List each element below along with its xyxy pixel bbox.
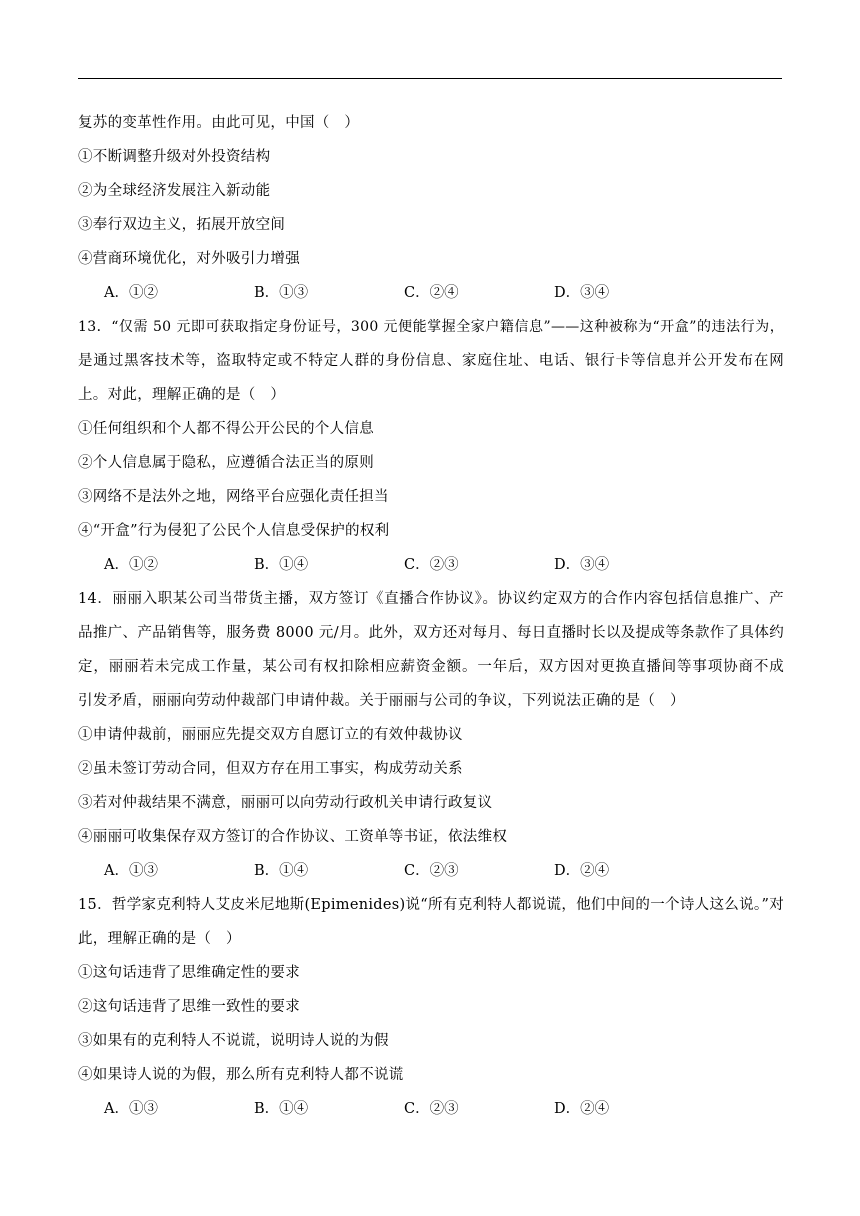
- answer-item: ②为全球经济发展注入新动能: [78, 183, 271, 199]
- answer-item: ①不断调整升级对外投资结构: [78, 149, 271, 165]
- option-c[interactable]: C．②③: [404, 863, 459, 879]
- option-b[interactable]: B．①③: [254, 285, 309, 301]
- question-stem-line: 复苏的变革性作用。由此可见，中国（ ）: [78, 115, 360, 131]
- answer-item: ②个人信息属于隐私，应遵循合法正当的原则: [78, 455, 374, 471]
- choice-options: [78, 1092, 784, 1126]
- choice-options: [78, 276, 784, 310]
- option-c[interactable]: C．②④: [404, 285, 459, 301]
- answer-item: ③网络不是法外之地，网络平台应强化责任担当: [78, 489, 389, 505]
- question-stem-line: 14．丽丽入职某公司当带货主播，双方签订《直播合作协议》。协议约定双方的合作内容包括信息推广、产: [78, 591, 784, 607]
- answer-item: ①任何组织和个人都不得公开公民的个人信息: [78, 421, 374, 437]
- answer-item: ④“开盒”行为侵犯了公民个人信息受保护的权利: [78, 523, 390, 539]
- header-rule: [78, 78, 782, 79]
- question-stem-line: 定，丽丽若未完成工作量，某公司有权扣除相应薪资金额。一年后，双方因对更换直播间等事项协商不成: [78, 659, 784, 675]
- question-13: [78, 310, 784, 582]
- option-c[interactable]: C．②③: [404, 1101, 459, 1117]
- answer-item: ③若对仲裁结果不满意，丽丽可以向劳动行政机关申请行政复议: [78, 795, 493, 811]
- choice-options: [78, 548, 784, 582]
- option-b[interactable]: B．①④: [254, 557, 309, 573]
- option-b[interactable]: B．①④: [254, 863, 309, 879]
- option-a[interactable]: A．①②: [104, 557, 158, 573]
- question-12-tail: [78, 106, 784, 310]
- choice-options: [78, 854, 784, 888]
- answer-item: ③奉行双边主义，拓展开放空间: [78, 217, 286, 233]
- answer-item: ④如果诗人说的为假，那么所有克利特人都不说谎: [78, 1067, 404, 1083]
- question-stem-line: 13．“仅需 50 元即可获取指定身份证号，300 元便能掌握全家户籍信息”——这种被称为“开盒”的违法行为，: [78, 319, 784, 335]
- answer-item: ④丽丽可收集保存双方签订的合作协议、工资单等书证，依法维权: [78, 829, 508, 845]
- question-stem-line: 上。对此，理解正确的是（ ）: [78, 387, 286, 403]
- option-c[interactable]: C．②③: [404, 557, 459, 573]
- option-a[interactable]: A．①②: [104, 285, 158, 301]
- option-d[interactable]: D．③④: [554, 285, 610, 301]
- question-15: [78, 888, 784, 1126]
- answer-item: ④营商环境优化，对外吸引力增强: [78, 251, 300, 267]
- option-a[interactable]: A．①③: [104, 1101, 158, 1117]
- question-14: [78, 582, 784, 888]
- question-stem-line: 此，理解正确的是（ ）: [78, 931, 241, 947]
- question-stem-line: 引发矛盾，丽丽向劳动仲裁部门申请仲裁。关于丽丽与公司的争议，下列说法正确的是（ ）: [78, 693, 685, 709]
- answer-item: ②这句话违背了思维一致性的要求: [78, 999, 300, 1015]
- option-d[interactable]: D．③④: [554, 557, 610, 573]
- page-content: [78, 106, 784, 1126]
- answer-item: ③如果有的克利特人不说谎，说明诗人说的为假: [78, 1033, 389, 1049]
- option-d[interactable]: D．②④: [554, 1101, 610, 1117]
- option-b[interactable]: B．①④: [254, 1101, 309, 1117]
- question-stem-line: 15．哲学家克利特人艾皮米尼地斯(Epimenides)说“所有克利特人都说谎，他们中间的一个诗人这么说。”对: [78, 897, 784, 913]
- question-stem-line: 品推广、产品销售等，服务费 8000 元/月。此外，双方还对每月、每日直播时长以及提成等条款作了具体约: [78, 625, 784, 641]
- answer-item: ①申请仲裁前，丽丽应先提交双方自愿订立的有效仲裁协议: [78, 727, 463, 743]
- question-stem-line: 是通过黑客技术等，盗取特定或不特定人群的身份信息、家庭住址、电话、银行卡等信息并公开发布在网: [78, 353, 784, 369]
- option-d[interactable]: D．②④: [554, 863, 610, 879]
- answer-item: ②虽未签订劳动合同，但双方存在用工事实，构成劳动关系: [78, 761, 463, 777]
- answer-item: ①这句话违背了思维确定性的要求: [78, 965, 300, 981]
- option-a[interactable]: A．①③: [104, 863, 158, 879]
